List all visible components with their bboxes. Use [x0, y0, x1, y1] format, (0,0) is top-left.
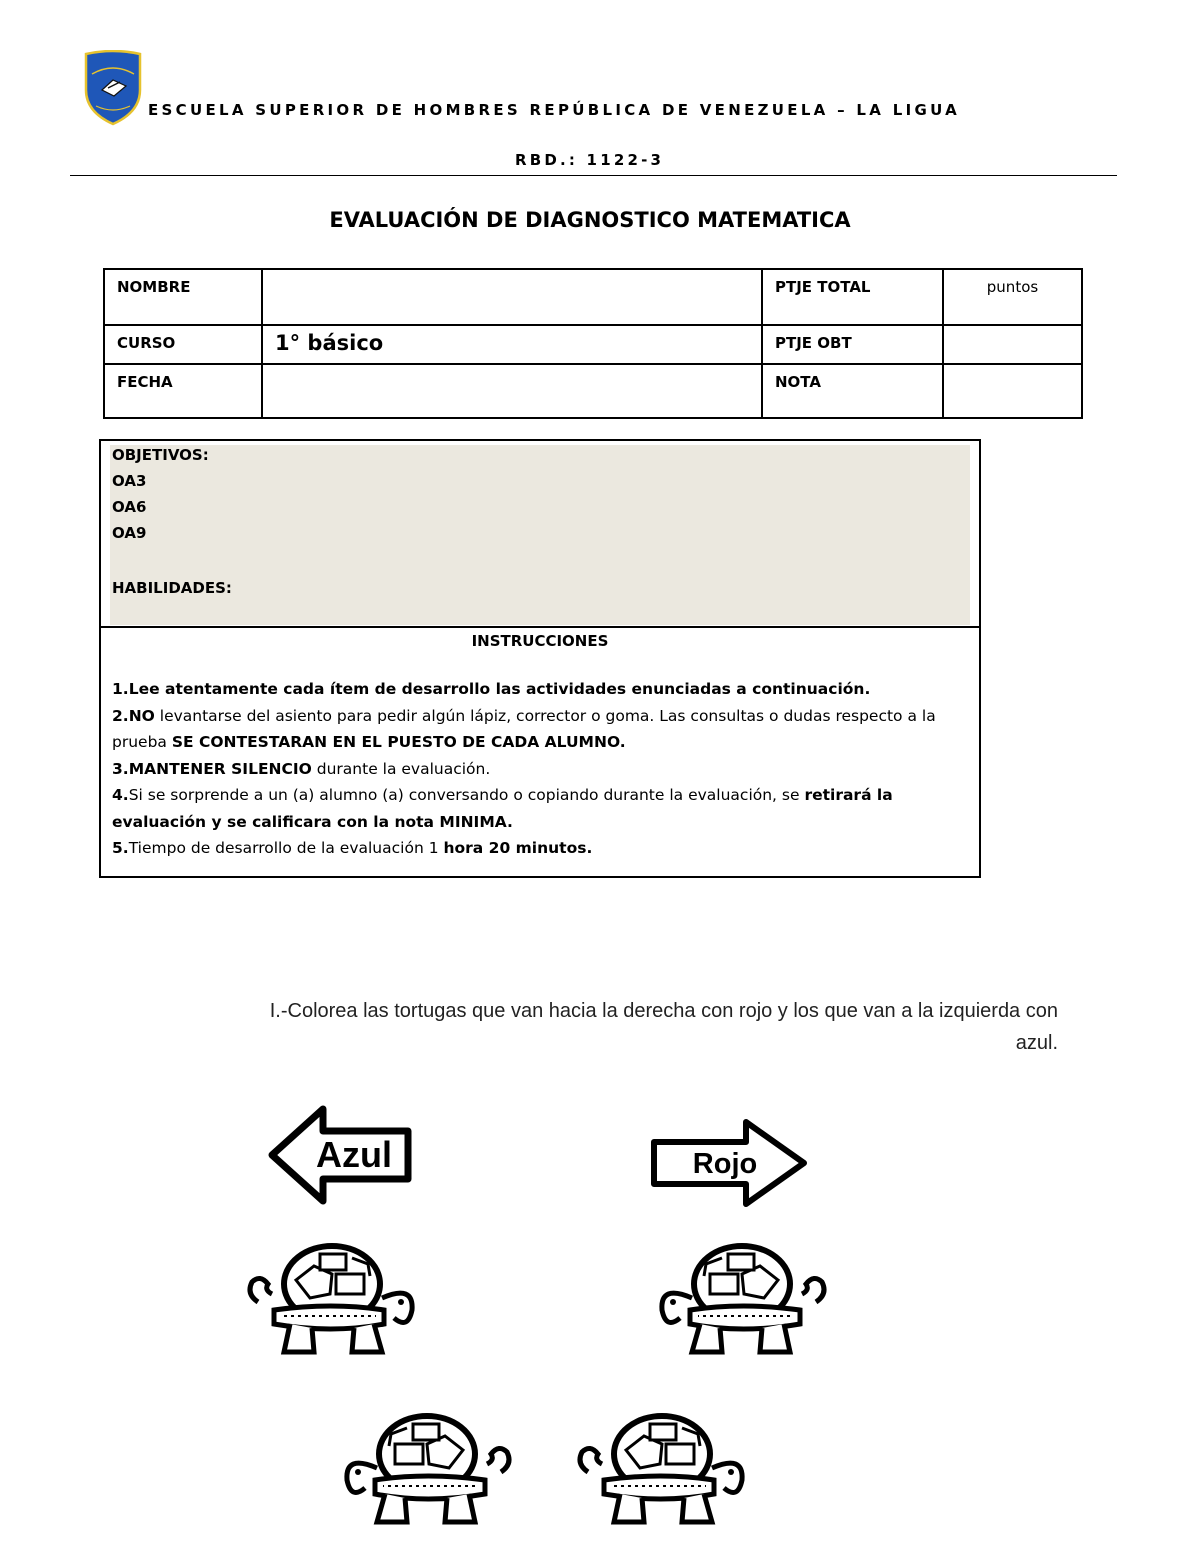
ptje-obt-label: PTJE OBT: [762, 325, 943, 364]
habilidades-heading: HABILIDADES:: [112, 579, 232, 597]
curso-label: CURSO: [104, 325, 262, 364]
right-arrow-rojo: [650, 1118, 810, 1208]
turtle-right[interactable]: [244, 1240, 419, 1365]
objective-item: OA9: [112, 524, 147, 542]
header-divider: [70, 175, 1117, 176]
nombre-field[interactable]: [262, 269, 762, 325]
school-name: ESCUELA SUPERIOR DE HOMBRES REPÚBLICA DE VENEZUELA – LA LIGUA: [148, 101, 960, 119]
instructions-list: [112, 676, 972, 862]
objective-item: OA6: [112, 498, 147, 516]
objetivos-heading: OBJETIVOS:: [112, 446, 209, 464]
page-title: EVALUACIÓN DE DIAGNOSTICO MATEMATICA: [329, 208, 851, 232]
left-arrow-azul: [268, 1105, 413, 1205]
instruction-item: 1.Lee atentamente cada ítem de desarrollo las actividades enunciadas a continuación.: [112, 680, 871, 698]
school-logo: [84, 50, 142, 126]
instrucciones-heading: INSTRUCCIONES: [471, 632, 609, 650]
curso-field[interactable]: 1° básico: [262, 325, 762, 364]
instruction-item: 3.MANTENER SILENCIO durante la evaluación.: [112, 759, 491, 778]
objectives-panel: [110, 445, 970, 625]
azul-label: Azul: [316, 1134, 392, 1175]
instruction-item: 4.Si se sorprende a un (a) alumno (a) conversando o copiando durante la evaluación, se retirará la evaluación y se calificara con la nota MINIMA.: [112, 786, 893, 831]
objective-item: OA3: [112, 472, 147, 490]
ptje-obt-field[interactable]: [943, 325, 1082, 364]
student-info-table: [103, 268, 1083, 419]
rojo-label: Rojo: [692, 1148, 758, 1180]
question-prompt: I.-Colorea las tortugas que van hacia la derecha con rojo y los que van a la izquierda con azul.: [269, 1000, 1058, 1054]
instruction-item: 2.NO levantarse del asiento para pedir algún lápiz, corrector o goma. Las consultas o dudas respecto a la prueba SE CONTESTARAN EN EL PUESTO DE CADA ALUMNO.: [112, 706, 936, 751]
instructions-divider: [99, 626, 981, 628]
nombre-label: NOMBRE: [104, 269, 262, 325]
turtle-right[interactable]: [574, 1410, 749, 1535]
rbd-code: RBD.: 1122-3: [515, 151, 665, 169]
ptje-total-field[interactable]: puntos: [943, 269, 1082, 325]
turtle-left[interactable]: [655, 1240, 830, 1365]
ptje-total-label: PTJE TOTAL: [762, 269, 943, 325]
fecha-field[interactable]: [262, 364, 762, 418]
nota-label: NOTA: [762, 364, 943, 418]
instruction-item: 5.Tiempo de desarrollo de la evaluación 1 hora 20 minutos.: [112, 839, 593, 857]
nota-field[interactable]: [943, 364, 1082, 418]
fecha-label: FECHA: [104, 364, 262, 418]
turtle-left[interactable]: [340, 1410, 515, 1535]
